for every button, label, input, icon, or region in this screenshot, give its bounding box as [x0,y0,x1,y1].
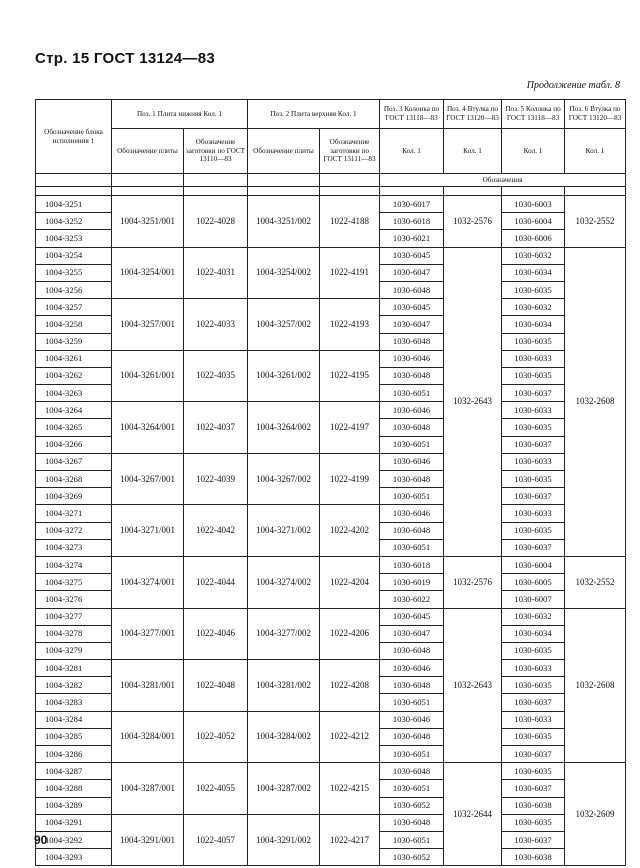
col-pos4-header: Поз. 4 Втулка по ГОСТ 13120—83 [444,100,502,129]
table-row [36,608,626,625]
block-designation: 1004-3291 [36,814,112,831]
block-designation: 1004-3265 [36,419,112,436]
pos4-bushing-designation: 1032-2644 [444,763,502,866]
pos5-column-designation: 1030-6035 [502,333,565,350]
pos5-column-designation: 1030-6037 [502,436,565,453]
block-designation: 1004-3259 [36,333,112,350]
upper-plate-designation: 1004-3251/002 [248,196,320,248]
upper-plate-designation: 1004-3274/002 [248,556,320,608]
pos5-column-designation: 1030-6035 [502,814,565,831]
block-designation: 1004-3275 [36,574,112,591]
block-designation: 1004-3282 [36,677,112,694]
col-pos1-header: Поз. 1 Плита нижняя Кол. 1 [112,100,248,129]
block-designation: 1004-3287 [36,763,112,780]
col-pos1-plate: Обозначение плиты [112,129,184,174]
col-pos5-qty: Кол. 1 [502,129,565,174]
lower-plate-designation: 1004-3251/001 [112,196,184,248]
lower-plate-blank: 1022-4042 [184,505,248,557]
block-designation: 1004-3289 [36,797,112,814]
block-designation: 1004-3258 [36,316,112,333]
lower-plate-blank: 1022-4035 [184,350,248,402]
lower-plate-blank: 1022-4031 [184,247,248,299]
block-designation: 1004-3264 [36,402,112,419]
pos6-bushing-designation: 1032-2552 [565,556,626,608]
upper-plate-designation: 1004-3254/002 [248,247,320,299]
pos3-column-designation: 1030-6022 [380,591,444,608]
lower-plate-designation: 1004-3281/001 [112,660,184,712]
table-continuation-label: Продолжение табл. 8 [526,80,620,91]
pos5-column-designation: 1030-6037 [502,694,565,711]
pos6-bushing-designation: 1032-2608 [565,247,626,556]
block-designation: 1004-3253 [36,230,112,247]
pos3-column-designation: 1030-6046 [380,350,444,367]
lower-plate-designation: 1004-3284/001 [112,711,184,763]
upper-plate-designation: 1004-3264/002 [248,402,320,454]
lower-plate-designation: 1004-3287/001 [112,763,184,815]
pos3-column-designation: 1030-6048 [380,728,444,745]
pos3-column-designation: 1030-6047 [380,316,444,333]
table-row [36,660,626,677]
pos3-column-designation: 1030-6048 [380,814,444,831]
pos5-column-designation: 1030-6038 [502,797,565,814]
pos5-column-designation: 1030-6035 [502,763,565,780]
pos3-column-designation: 1030-6046 [380,660,444,677]
upper-plate-blank: 1022-4212 [320,711,380,763]
table-row [36,763,626,780]
pos5-column-designation: 1030-6033 [502,453,565,470]
page-header: Стр. 15 ГОСТ 13124—83 [35,50,215,67]
pos3-column-designation: 1030-6051 [380,539,444,556]
lower-plate-blank: 1022-4057 [184,814,248,866]
col-pos5-header: Поз. 5 Колонка по ГОСТ 13118—83 [502,100,565,129]
table-row [36,350,626,367]
lower-plate-designation: 1004-3274/001 [112,556,184,608]
lower-plate-blank: 1022-4055 [184,763,248,815]
lower-plate-blank: 1022-4033 [184,299,248,351]
table-row [36,556,626,573]
block-designation: 1004-3292 [36,831,112,848]
pos3-column-designation: 1030-6052 [380,797,444,814]
block-designation: 1004-3255 [36,264,112,281]
col-pos3-header: Поз. 3 Колонка по ГОСТ 13118—83 [380,100,444,129]
block-designation: 1004-3281 [36,660,112,677]
pos4-bushing-designation: 1032-2643 [444,247,502,556]
upper-plate-blank: 1022-4202 [320,505,380,557]
table-row [36,402,626,419]
pos5-column-designation: 1030-6035 [502,419,565,436]
pos4-bushing-designation: 1032-2643 [444,608,502,763]
upper-plate-designation: 1004-3284/002 [248,711,320,763]
spec-table [35,99,626,866]
upper-plate-blank: 1022-4208 [320,660,380,712]
pos3-column-designation: 1030-6048 [380,333,444,350]
table-row [36,196,626,213]
col-pos3-qty: Кол. 1 [380,129,444,174]
pos3-column-designation: 1030-6051 [380,436,444,453]
table-row [36,453,626,470]
upper-plate-blank: 1022-4217 [320,814,380,866]
block-designation: 1004-3261 [36,350,112,367]
pos3-column-designation: 1030-6021 [380,230,444,247]
pos3-column-designation: 1030-6052 [380,849,444,866]
pos5-column-designation: 1030-6037 [502,831,565,848]
pos3-column-designation: 1030-6051 [380,831,444,848]
pos5-column-designation: 1030-6004 [502,556,565,573]
block-designation: 1004-3278 [36,625,112,642]
pos3-column-designation: 1030-6047 [380,264,444,281]
pos6-bushing-designation: 1032-2608 [565,608,626,763]
upper-plate-blank: 1022-4197 [320,402,380,454]
pos3-column-designation: 1030-6048 [380,677,444,694]
pos5-column-designation: 1030-6033 [502,711,565,728]
pos6-bushing-designation: 1032-2552 [565,196,626,248]
pos5-column-designation: 1030-6035 [502,677,565,694]
pos5-column-designation: 1030-6037 [502,539,565,556]
col-pos2-blank: Обозначение заготовки по ГОСТ 13111—83 [320,129,380,174]
col-pos2-plate: Обозначение плиты [248,129,320,174]
pos5-column-designation: 1030-6037 [502,780,565,797]
pos3-column-designation: 1030-6046 [380,453,444,470]
pos3-column-designation: 1030-6017 [380,196,444,213]
pos5-column-designation: 1030-6034 [502,316,565,333]
block-designation: 1004-3274 [36,556,112,573]
pos3-column-designation: 1030-6045 [380,247,444,264]
pos5-column-designation: 1030-6035 [502,367,565,384]
lower-plate-designation: 1004-3267/001 [112,453,184,505]
block-designation: 1004-3286 [36,746,112,763]
pos5-column-designation: 1030-6032 [502,608,565,625]
pos5-column-designation: 1030-6003 [502,196,565,213]
lower-plate-designation: 1004-3254/001 [112,247,184,299]
upper-plate-blank: 1022-4188 [320,196,380,248]
lower-plate-blank: 1022-4037 [184,402,248,454]
lower-plate-blank: 1022-4052 [184,711,248,763]
pos4-bushing-designation: 1032-2576 [444,196,502,248]
pos3-column-designation: 1030-6051 [380,385,444,402]
block-designation: 1004-3263 [36,385,112,402]
page-number: 90 [34,833,48,847]
block-designation: 1004-3268 [36,471,112,488]
lower-plate-blank: 1022-4039 [184,453,248,505]
pos3-column-designation: 1030-6048 [380,281,444,298]
pos3-column-designation: 1030-6051 [380,746,444,763]
upper-plate-designation: 1004-3267/002 [248,453,320,505]
block-designation: 1004-3252 [36,213,112,230]
upper-plate-designation: 1004-3277/002 [248,608,320,660]
upper-plate-designation: 1004-3287/002 [248,763,320,815]
upper-plate-blank: 1022-4199 [320,453,380,505]
col-pos1-blank: Обозначение заготовки по ГОСТ 13110—83 [184,129,248,174]
col-block-designation: Обозначение блока исполнения 1 [36,100,112,174]
col-pos6-header: Поз. 6 Втулка по ГОСТ 13120—83 [565,100,626,129]
lower-plate-designation: 1004-3291/001 [112,814,184,866]
upper-plate-blank: 1022-4195 [320,350,380,402]
pos3-column-designation: 1030-6048 [380,642,444,659]
table-row [36,247,626,264]
upper-plate-designation: 1004-3261/002 [248,350,320,402]
pos5-column-designation: 1030-6037 [502,488,565,505]
pos5-column-designation: 1030-6033 [502,505,565,522]
block-designation: 1004-3271 [36,505,112,522]
upper-plate-designation: 1004-3281/002 [248,660,320,712]
pos5-column-designation: 1030-6035 [502,471,565,488]
pos5-column-designation: 1030-6032 [502,299,565,316]
pos3-column-designation: 1030-6045 [380,299,444,316]
pos5-column-designation: 1030-6037 [502,385,565,402]
pos3-column-designation: 1030-6046 [380,402,444,419]
table-row [36,505,626,522]
pos5-column-designation: 1030-6038 [502,849,565,866]
pos5-column-designation: 1030-6007 [502,591,565,608]
pos5-column-designation: 1030-6004 [502,213,565,230]
upper-plate-blank: 1022-4204 [320,556,380,608]
pos3-column-designation: 1030-6047 [380,625,444,642]
pos4-bushing-designation: 1032-2576 [444,556,502,608]
pos5-column-designation: 1030-6035 [502,642,565,659]
lower-plate-blank: 1022-4048 [184,660,248,712]
upper-plate-blank: 1022-4191 [320,247,380,299]
pos3-column-designation: 1030-6046 [380,711,444,728]
upper-plate-designation: 1004-3271/002 [248,505,320,557]
pos3-column-designation: 1030-6018 [380,213,444,230]
block-designation: 1004-3272 [36,522,112,539]
pos3-column-designation: 1030-6048 [380,419,444,436]
block-designation: 1004-3266 [36,436,112,453]
table-row [36,814,626,831]
block-designation: 1004-3269 [36,488,112,505]
pos5-column-designation: 1030-6006 [502,230,565,247]
col-pos6-qty: Кол. 1 [565,129,626,174]
upper-plate-designation: 1004-3291/002 [248,814,320,866]
pos3-column-designation: 1030-6046 [380,505,444,522]
pos3-column-designation: 1030-6018 [380,556,444,573]
pos3-column-designation: 1030-6048 [380,763,444,780]
upper-plate-blank: 1022-4215 [320,763,380,815]
lower-plate-designation: 1004-3261/001 [112,350,184,402]
table-row [36,299,626,316]
pos3-column-designation: 1030-6048 [380,522,444,539]
block-designation: 1004-3276 [36,591,112,608]
pos6-bushing-designation: 1032-2609 [565,763,626,866]
table-row [36,711,626,728]
pos3-column-designation: 1030-6048 [380,471,444,488]
col-pos4-qty: Кол. 1 [444,129,502,174]
block-designation: 1004-3267 [36,453,112,470]
lower-plate-designation: 1004-3257/001 [112,299,184,351]
pos3-column-designation: 1030-6051 [380,780,444,797]
lower-plate-designation: 1004-3277/001 [112,608,184,660]
pos5-column-designation: 1030-6035 [502,728,565,745]
block-designation: 1004-3273 [36,539,112,556]
pos3-column-designation: 1030-6019 [380,574,444,591]
upper-plate-blank: 1022-4193 [320,299,380,351]
block-designation: 1004-3254 [36,247,112,264]
block-designation: 1004-3257 [36,299,112,316]
block-designation: 1004-3293 [36,849,112,866]
pos5-column-designation: 1030-6035 [502,281,565,298]
block-designation: 1004-3262 [36,367,112,384]
pos5-column-designation: 1030-6033 [502,402,565,419]
pos5-column-designation: 1030-6037 [502,746,565,763]
col-pos2-header: Поз. 2 Плита верхняя Кол. 1 [248,100,380,129]
table-body [36,187,626,866]
block-designation: 1004-3279 [36,642,112,659]
pos5-column-designation: 1030-6033 [502,660,565,677]
pos5-column-designation: 1030-6033 [502,350,565,367]
pos5-column-designation: 1030-6035 [502,522,565,539]
lower-plate-designation: 1004-3264/001 [112,402,184,454]
upper-plate-designation: 1004-3257/002 [248,299,320,351]
pos3-column-designation: 1030-6045 [380,608,444,625]
block-designation: 1004-3284 [36,711,112,728]
block-designation: 1004-3251 [36,196,112,213]
block-designation: 1004-3288 [36,780,112,797]
col-designations-label: Обозначения [380,174,626,187]
lower-plate-designation: 1004-3271/001 [112,505,184,557]
pos3-column-designation: 1030-6051 [380,488,444,505]
lower-plate-blank: 1022-4028 [184,196,248,248]
pos5-column-designation: 1030-6032 [502,247,565,264]
upper-plate-blank: 1022-4206 [320,608,380,660]
lower-plate-blank: 1022-4044 [184,556,248,608]
block-designation: 1004-3256 [36,281,112,298]
pos5-column-designation: 1030-6034 [502,264,565,281]
pos3-column-designation: 1030-6048 [380,367,444,384]
block-designation: 1004-3283 [36,694,112,711]
block-designation: 1004-3277 [36,608,112,625]
pos5-column-designation: 1030-6005 [502,574,565,591]
block-designation: 1004-3285 [36,728,112,745]
pos5-column-designation: 1030-6034 [502,625,565,642]
pos3-column-designation: 1030-6051 [380,694,444,711]
lower-plate-blank: 1022-4046 [184,608,248,660]
